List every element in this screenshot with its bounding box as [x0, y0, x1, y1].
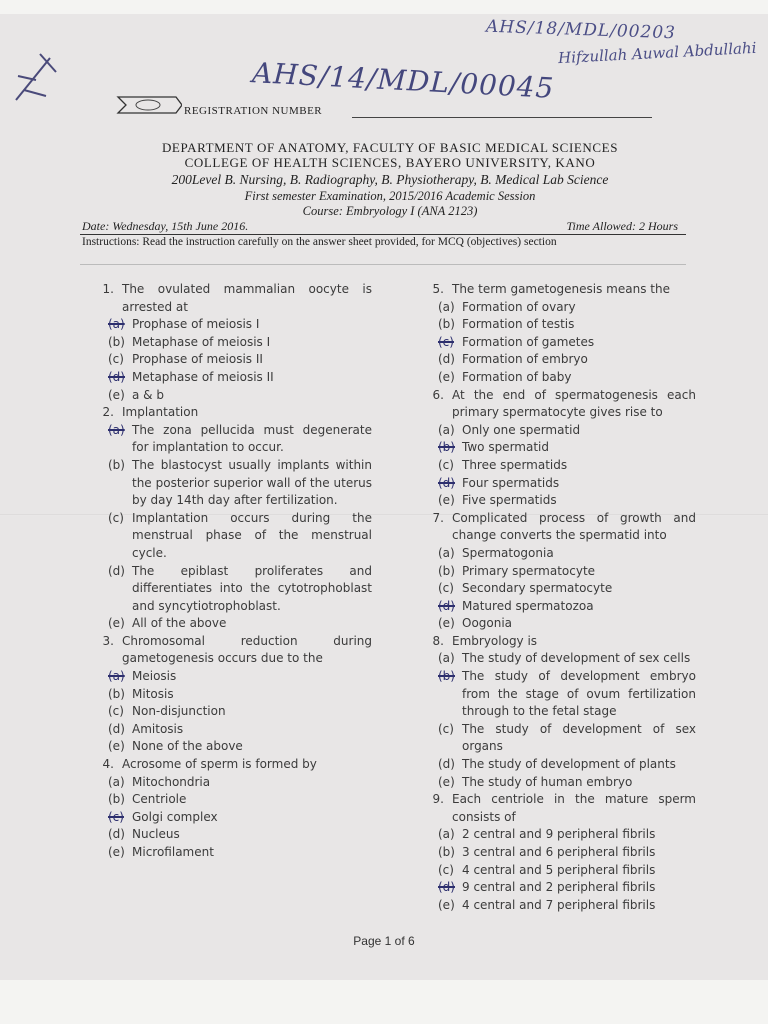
option-letter: (c)	[438, 581, 454, 596]
option-text: Prophase of meiosis I	[132, 317, 260, 332]
option-letter: (c)	[108, 809, 124, 824]
option-letter: (a)	[438, 827, 455, 842]
option-letter: (a)	[108, 422, 125, 437]
option-letter: (d)	[438, 475, 455, 490]
answer-option	[92, 703, 372, 721]
option-text: The study of development embryo from the stage of ovum fertilization through to the fetal stage	[462, 669, 696, 719]
option-text: The study of development of sex organs	[462, 721, 696, 754]
handwritten-registration-number: AHS/14/MDL/00045	[251, 56, 556, 105]
option-text: The zona pellucida must degenerate for implantation to occur.	[132, 422, 372, 455]
option-letter: (c)	[438, 862, 454, 877]
option-text: Primary spermatocyte	[462, 563, 596, 578]
option-letter: (b)	[438, 440, 455, 455]
option-letter: (e)	[438, 616, 455, 631]
option-letter: (b)	[438, 563, 455, 578]
right-question-column	[422, 281, 696, 914]
left-question-column	[92, 281, 372, 862]
option-letter: (b)	[438, 845, 455, 859]
option-letter: (a)	[108, 317, 125, 332]
answer-option	[422, 492, 696, 510]
question-text: Complicated process of growth and change converts the spermatid into	[452, 510, 696, 543]
answer-option	[422, 844, 696, 862]
option-letter: (a)	[438, 422, 455, 437]
college-heading: COLLEGE OF HEALTH SCIENCES, BAYERO UNIVERSITY, KANO	[184, 155, 596, 170]
option-text: Formation of embryo	[462, 352, 588, 367]
answer-option	[422, 422, 696, 440]
exam-date: Date: Wednesday, 15th June 2016.	[82, 219, 249, 233]
option-letter: (b)	[108, 686, 125, 701]
option-text: Two spermatid	[462, 440, 549, 455]
option-letter: (e)	[108, 739, 125, 754]
option-text: The epiblast proliferates and differentiates into the cytotrophoblast and syncytiotrophoblast.	[132, 563, 372, 613]
registration-line	[352, 117, 652, 118]
answer-option	[92, 316, 372, 334]
option-letter: (e)	[438, 369, 455, 384]
answer-option	[92, 510, 372, 563]
answer-option	[92, 774, 372, 792]
question	[92, 633, 372, 668]
answer-option	[422, 351, 696, 369]
option-letter: (d)	[108, 369, 125, 384]
answer-option	[422, 299, 696, 317]
option-text: Mitochondria	[132, 774, 211, 789]
option-letter: (c)	[438, 721, 454, 736]
option-text: All of the above	[132, 616, 227, 631]
answer-option	[92, 668, 372, 686]
answer-option	[92, 334, 372, 352]
option-letter: (b)	[108, 334, 125, 349]
instructions-rule	[80, 264, 686, 265]
answer-option	[422, 545, 696, 563]
option-letter: (c)	[108, 510, 124, 525]
question	[92, 281, 372, 316]
option-letter: (e)	[108, 387, 125, 402]
answer-option	[422, 826, 696, 844]
answer-option	[92, 457, 372, 510]
option-letter: (d)	[438, 352, 455, 367]
option-text: The study of human embryo	[462, 774, 633, 789]
answer-option	[422, 721, 696, 756]
question-text: Implantation	[122, 405, 199, 420]
option-letter: (d)	[108, 563, 125, 578]
header-rule	[80, 234, 686, 235]
paper-clip-icon	[10, 50, 60, 106]
option-letter: (e)	[108, 616, 125, 631]
option-letter: (b)	[108, 457, 125, 472]
option-letter: (a)	[438, 299, 455, 314]
answer-option	[422, 457, 696, 475]
question	[422, 281, 696, 299]
option-text: Nucleus	[132, 827, 180, 842]
option-letter: (b)	[438, 317, 455, 332]
option-text: Oogonia	[462, 616, 513, 631]
answer-option	[92, 351, 372, 369]
time-allowed: Time Allowed: 2 Hours	[566, 219, 678, 233]
option-text: Centriole	[132, 792, 187, 807]
answer-option	[92, 387, 372, 405]
question-text: The term gametogenesis means the	[452, 282, 670, 296]
instructions: Instructions: Read the instruction carefully on the answer sheet provided, for MCQ (objectives) section	[82, 236, 557, 248]
question	[422, 510, 696, 545]
option-text: Meiosis	[132, 669, 177, 684]
question-number: 3.	[102, 633, 114, 648]
answer-option	[422, 580, 696, 598]
answer-option	[92, 791, 372, 809]
answer-option	[422, 316, 696, 334]
option-text: Formation of testis	[462, 317, 575, 332]
option-text: Matured spermatozoa	[462, 598, 594, 613]
question-text: Each centriole in the mature sperm consists of	[452, 792, 696, 824]
question-number: 8.	[432, 633, 444, 648]
answer-option	[92, 721, 372, 739]
option-letter: (e)	[438, 774, 455, 789]
option-letter: (d)	[438, 757, 455, 772]
option-text: Mitosis	[132, 686, 174, 701]
handwritten-student-name: Hifzullah Auwal Abdullahi	[557, 38, 757, 68]
option-letter: (d)	[108, 721, 125, 736]
question	[422, 633, 696, 651]
option-text: None of the above	[132, 739, 243, 754]
option-text: Amitosis	[132, 721, 184, 736]
question-number: 5.	[432, 282, 444, 296]
question-number: 7.	[432, 510, 444, 525]
course-heading: Course: Embryology I (ANA 2123)	[302, 204, 478, 218]
answer-option	[422, 439, 696, 457]
option-text: Four spermatids	[462, 475, 560, 490]
answer-option	[422, 650, 696, 668]
answer-option	[422, 615, 696, 633]
question-text: Chromosomal reduction during gametogenesis occurs due to the	[122, 633, 372, 666]
answer-option	[422, 862, 696, 880]
option-text: Implantation occurs during the menstrual phase of the menstrual cycle.	[132, 510, 372, 560]
option-text: Metaphase of meiosis I	[132, 334, 271, 349]
option-letter: (a)	[108, 669, 125, 684]
question-number: 6.	[432, 387, 444, 402]
option-letter: (d)	[108, 827, 125, 842]
answer-option	[92, 422, 372, 457]
option-letter: (a)	[438, 545, 455, 560]
option-text: 9 central and 2 peripheral fibrils	[462, 880, 656, 895]
answer-option	[422, 756, 696, 774]
option-text: 3 central and 6 peripheral fibrils	[462, 845, 656, 859]
option-text: The study of development of sex cells	[462, 651, 691, 666]
option-letter: (e)	[438, 493, 455, 508]
option-letter: (c)	[108, 704, 124, 719]
registration-label: REGISTRATION NUMBER	[184, 105, 323, 117]
answer-option	[422, 598, 696, 616]
department-heading: DEPARTMENT OF ANATOMY, FACULTY OF BASIC MEDICAL SCIENCES	[161, 140, 619, 155]
answer-option	[92, 563, 372, 616]
handwritten-student-id: AHS/18/MDL/00203	[485, 16, 677, 44]
answer-option	[422, 563, 696, 581]
exam-heading: First semester Examination, 2015/2016 Academic Session	[244, 189, 536, 203]
option-text: The blastocyst usually implants within the posterior superior wall of the uterus by day 14th day after fertilization.	[132, 457, 372, 508]
option-text: Metaphase of meiosis II	[132, 369, 274, 384]
answer-option	[92, 738, 372, 756]
registration-arrow-icon	[116, 94, 182, 116]
option-text: Non-disjunction	[132, 704, 226, 719]
option-text: Secondary spermatocyte	[462, 581, 613, 596]
answer-option	[422, 475, 696, 493]
question-text: Embryology is	[452, 633, 538, 648]
answer-option	[92, 615, 372, 633]
option-text: The study of development of plants	[462, 757, 676, 772]
option-letter: (c)	[438, 334, 454, 349]
option-text: Formation of baby	[462, 369, 572, 384]
option-text: Prophase of meiosis II	[132, 352, 263, 367]
answer-option	[422, 774, 696, 792]
exam-paper	[0, 14, 768, 980]
answer-option	[422, 369, 696, 387]
option-text: 4 central and 7 peripheral fibrils	[462, 897, 656, 912]
answer-option	[422, 334, 696, 352]
question	[422, 791, 696, 826]
option-letter: (a)	[108, 774, 125, 789]
option-text: 4 central and 5 peripheral fibrils	[462, 862, 656, 877]
answer-option	[92, 686, 372, 704]
option-text: Golgi complex	[132, 809, 218, 824]
option-letter: (d)	[438, 598, 455, 613]
option-letter: (a)	[438, 651, 455, 666]
option-text: Microfilament	[132, 845, 214, 859]
option-text: 2 central and 9 peripheral fibrils	[462, 827, 656, 842]
answer-option	[422, 668, 696, 721]
option-letter: (b)	[108, 792, 125, 807]
answer-option	[92, 369, 372, 387]
option-letter: (e)	[108, 845, 125, 859]
question-number: 2.	[102, 405, 114, 420]
option-letter: (c)	[438, 457, 454, 472]
option-text: Only one spermatid	[462, 422, 581, 437]
option-text: Formation of gametes	[462, 334, 595, 349]
answer-option	[92, 826, 372, 844]
registration-number-row	[184, 105, 654, 117]
question	[422, 387, 696, 422]
option-letter: (e)	[438, 897, 455, 912]
date-time-row	[82, 219, 678, 234]
answer-option	[92, 809, 372, 827]
question-number: 4.	[102, 757, 114, 772]
question-number: 1.	[102, 282, 114, 296]
question-text: Acrosome of sperm is formed by	[122, 757, 317, 772]
option-text: Five spermatids	[462, 493, 557, 508]
question-number: 9.	[432, 792, 444, 807]
page-number: Page 1 of 6	[353, 934, 415, 948]
answer-option	[92, 844, 372, 862]
option-text: a & b	[132, 387, 164, 402]
answer-option	[422, 879, 696, 897]
option-text: Three spermatids	[462, 457, 568, 472]
level-heading: 200Level B. Nursing, B. Radiography, B. Physiotherapy, B. Medical Lab Science	[171, 172, 609, 187]
option-letter: (c)	[108, 352, 124, 367]
answer-option	[422, 897, 696, 915]
question	[92, 404, 372, 422]
option-text: Formation of ovary	[462, 299, 576, 314]
question-text: At the end of spermatogenesis each primary spermatocyte gives rise to	[452, 387, 696, 420]
option-letter: (d)	[438, 880, 455, 895]
option-letter: (b)	[438, 669, 455, 684]
question-text: The ovulated mammalian oocyte is arrested at	[122, 282, 372, 314]
question	[92, 756, 372, 774]
option-text: Spermatogonia	[462, 545, 554, 560]
